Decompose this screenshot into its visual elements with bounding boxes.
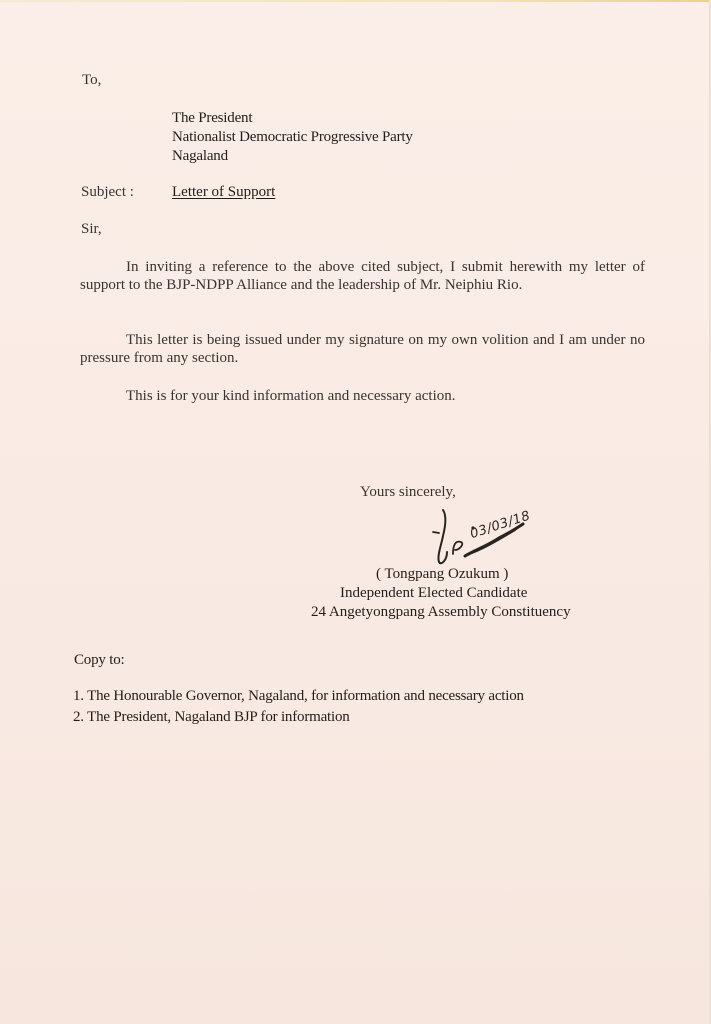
paragraph-text: This letter is being issued under my signature on my own volition and I am under no pressure from any section. <box>80 332 645 366</box>
greeting: Sir, <box>81 221 102 237</box>
copy-to-item-1: 1. The Honourable Governor, Nagaland, for information and necessary action <box>73 688 524 704</box>
paragraph-text: This is for your kind information and necessary action. <box>126 388 456 404</box>
recipient-line-2: Nationalist Democratic Progressive Party <box>172 129 413 145</box>
salutation-to: To, <box>82 72 102 88</box>
recipient-line-3: Nagaland <box>172 148 228 164</box>
subject-label: Subject : <box>81 184 134 200</box>
subject-value: Letter of Support <box>172 184 276 200</box>
handwritten-signature-icon <box>425 506 565 566</box>
paper-top-edge <box>0 0 711 2</box>
signatory-name: ( Tongpang Ozukum ) <box>376 566 509 582</box>
body-paragraph-2 <box>80 331 645 367</box>
recipient-line-1: The President <box>172 110 253 126</box>
closing: Yours sincerely, <box>360 484 456 500</box>
paragraph-text: In inviting a reference to the above cited subject, I submit herewith my letter of support to the BJP-NDPP Alliance and the leadership of Mr. Neiphiu Rio. <box>80 259 645 293</box>
signatory-title: Independent Elected Candidate <box>340 585 528 601</box>
body-paragraph-3 <box>80 387 645 405</box>
copy-to-label: Copy to: <box>74 652 125 668</box>
body-paragraph-1 <box>80 258 645 294</box>
signatory-constituency: 24 Angetyongpang Assembly Constituency <box>311 604 571 620</box>
signature-date: 03/03/18 <box>468 508 533 542</box>
copy-to-item-2: 2. The President, Nagaland BJP for information <box>73 709 350 725</box>
